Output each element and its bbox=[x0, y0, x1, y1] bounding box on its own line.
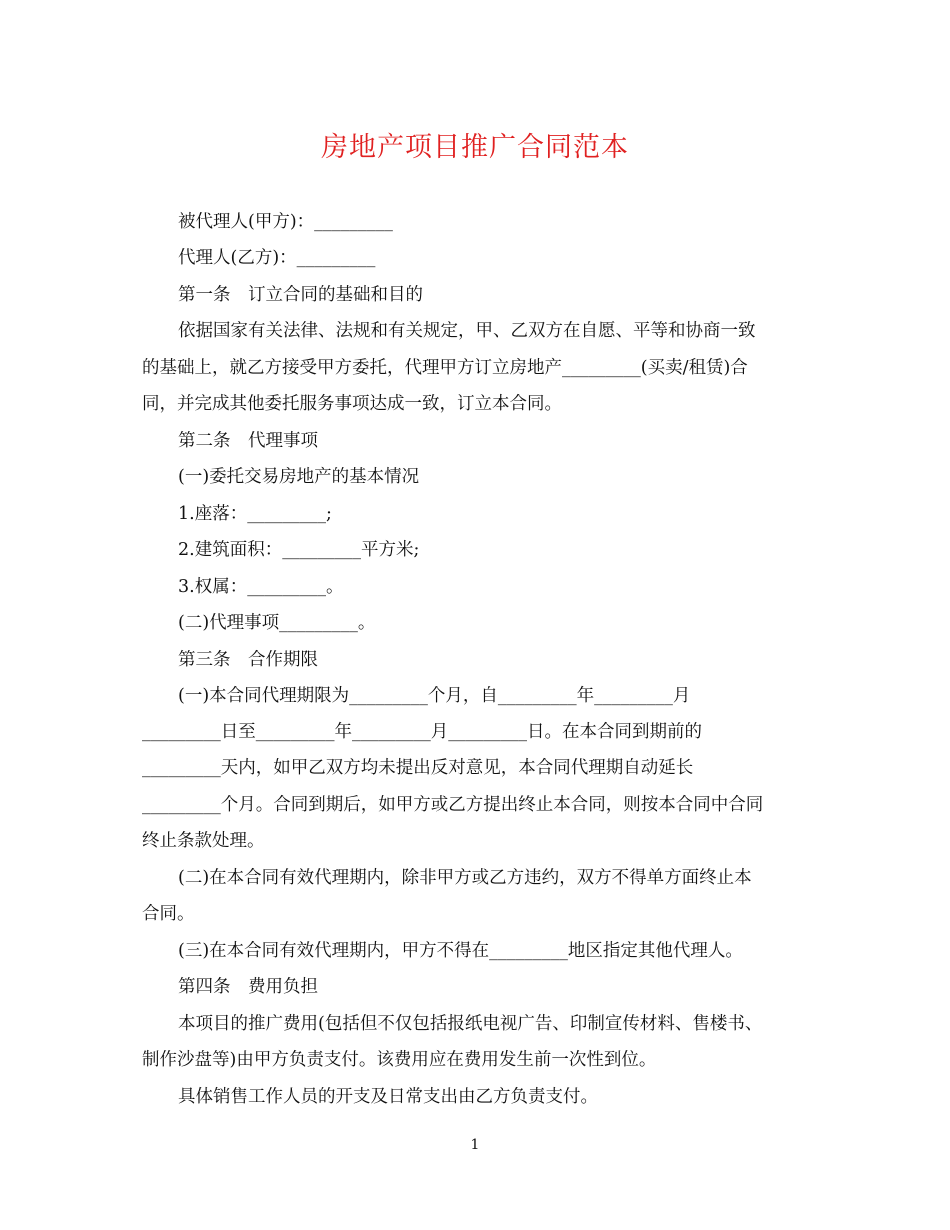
article-3-heading: 第三条 合作期限 bbox=[178, 650, 318, 670]
list-item: 2.建筑面积：_________平方米; bbox=[178, 540, 420, 560]
article-1-heading: 第一条 订立合同的基础和目的 bbox=[178, 285, 423, 305]
document-title: 房地产项目推广合同范本 bbox=[321, 132, 629, 163]
paragraph-line: 的基础上，就乙方接受甲方委托，代理甲方订立房地产_________(买卖/租赁)合 bbox=[142, 358, 748, 378]
paragraph-line: (二)在本合同有效代理期内，除非甲方或乙方违约，双方不得单方面终止本 bbox=[178, 868, 752, 888]
paragraph-line: 终止条款处理。 bbox=[142, 831, 265, 851]
paragraph-line: (三)在本合同有效代理期内，甲方不得在_________地区指定其他代理人。 bbox=[178, 941, 743, 961]
paragraph-line: (一)本合同代理期限为_________个月，自_________年_________月 bbox=[178, 686, 691, 706]
paragraph-line: 本项目的推广费用(包括但不仅包括报纸电视广告、印制宣传材料、售楼书、 bbox=[178, 1014, 763, 1034]
paragraph-line: _________天内，如甲乙双方均未提出反对意见，本合同代理期自动延长 bbox=[142, 758, 694, 778]
page-number: 1 bbox=[470, 1137, 480, 1153]
paragraph-line: 制作沙盘等)由甲方负责支付。该费用应在费用发生前一次性到位。 bbox=[142, 1050, 657, 1070]
article-4-heading: 第四条 费用负担 bbox=[178, 977, 318, 997]
list-item: 3.权属：_________。 bbox=[178, 577, 344, 597]
article-2-heading: 第二条 代理事项 bbox=[178, 431, 318, 451]
subsection-heading: (二)代理事项_________。 bbox=[178, 613, 376, 633]
paragraph-line: _________个月。合同到期后，如甲方或乙方提出终止本合同，则按本合同中合同 bbox=[142, 795, 764, 815]
paragraph-line: 合同。 bbox=[142, 904, 195, 924]
paragraph-line: 同，并完成其他委托服务事项达成一致，订立本合同。 bbox=[142, 394, 562, 414]
party-a-line: 被代理人(甲方)：_________ bbox=[178, 212, 393, 232]
party-b-line: 代理人(乙方)：_________ bbox=[178, 248, 376, 268]
list-item: 1.座落：_________; bbox=[178, 504, 332, 524]
paragraph-line: 具体销售工作人员的开支及日常支出由乙方负责支付。 bbox=[178, 1087, 598, 1107]
paragraph-line: _________日至_________年_________月_________日。在本合同到期前的 bbox=[142, 722, 702, 742]
subsection-heading: (一)委托交易房地产的基本情况 bbox=[178, 467, 420, 487]
paragraph-line: 依据国家有关法律、法规和有关规定，甲、乙双方在自愿、平等和协商一致 bbox=[178, 321, 756, 341]
